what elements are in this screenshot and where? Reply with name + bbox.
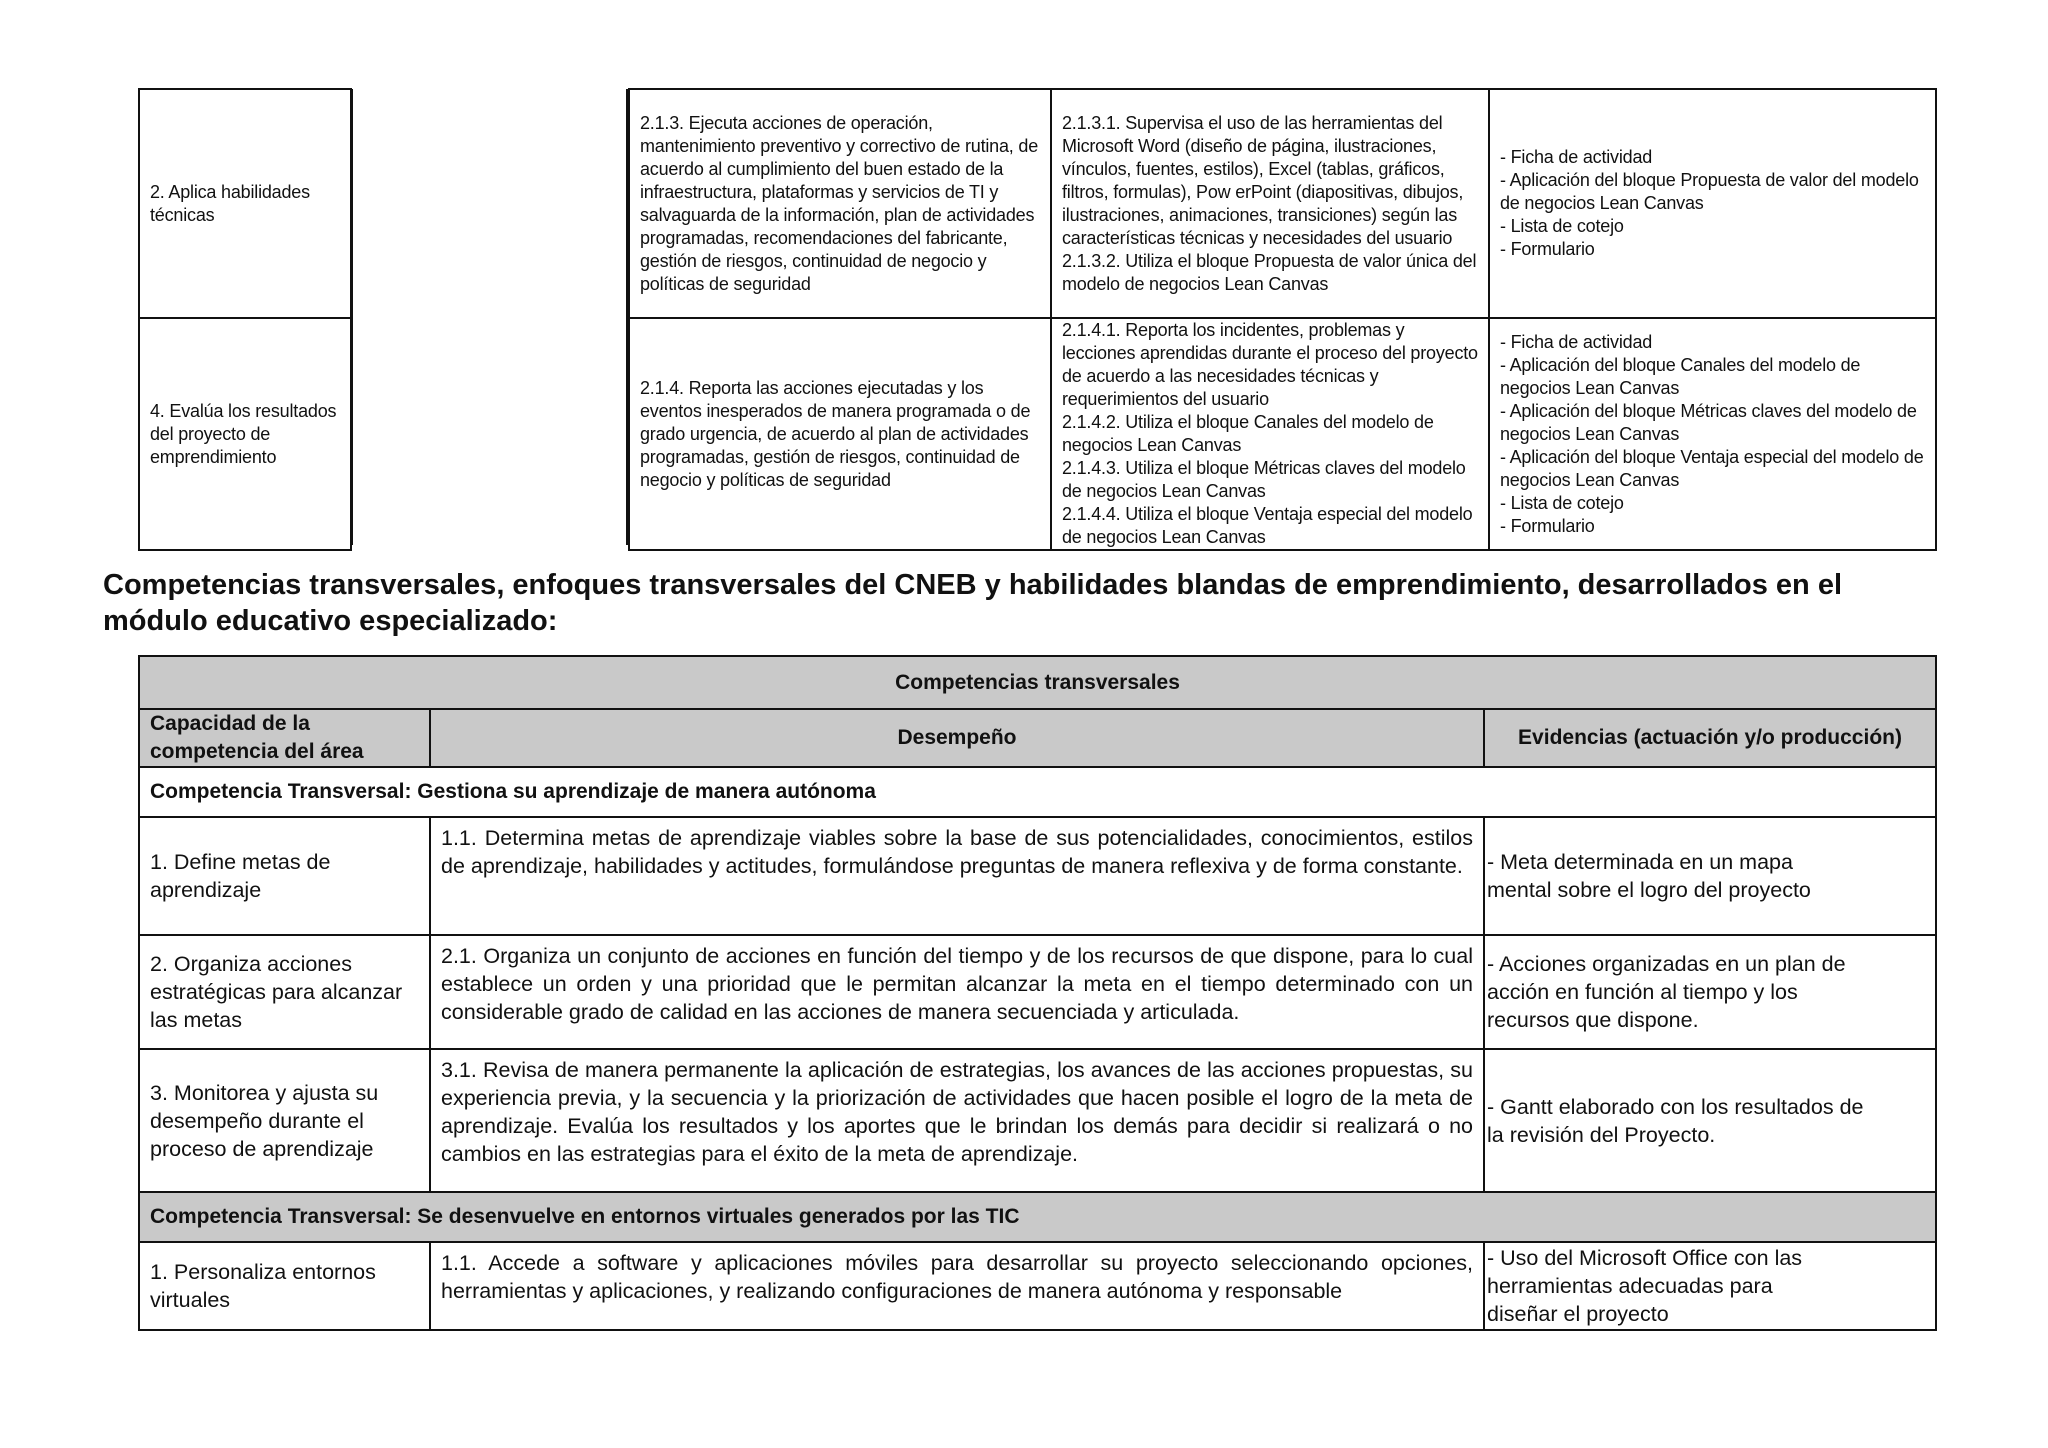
table-row	[139, 817, 1936, 935]
table-title-row	[139, 656, 1936, 709]
performance-cell: 2.1.3. Ejecuta acciones de operación, mantenimiento preventivo y correctivo de rutina, de acuerdo al cumplimiento del buen estado de la infraestructura, plataformas y servicios de TI y salvaguarda de la información, plan de actividades programadas, recomendaciones del fabricante, gestión de riesgos, continuidad de negocio y políticas de seguridad	[629, 89, 1051, 318]
performance-cell: 1.1. Determina metas de aprendizaje viables sobre la base de sus potencialidades, conocimientos, estilos de aprendizaje, habilidades y actitudes, formulándose preguntas de manera reflexiva y de forma constante.	[430, 817, 1484, 935]
capacity-cell: 2. Aplica habilidades técnicas	[139, 89, 351, 318]
competencies-table	[138, 655, 1937, 1331]
table-title: Competencias transversales	[139, 656, 1936, 709]
gap-mask	[351, 89, 628, 545]
capacity-cell: 4. Evalúa los resultados del proyecto de emprendimiento	[139, 318, 351, 550]
competency-title-row	[139, 767, 1936, 817]
performance-cell: 2.1. Organiza un conjunto de acciones en función del tiempo y de los recursos de que dispone, para lo cual establece un orden y una prioridad que le permitan alcanzar la meta en el tiempo determinado con un considerable grado de calidad en las acciones de manera secuenciada y articulada.	[430, 935, 1484, 1049]
performance-cell: 3.1. Revisa de manera permanente la aplicación de estrategias, los avances de las acciones propuestas, su experiencia previa, y la secuencia y la priorización de actividades que hacen posible el logro de la meta de aprendizaje. Evalúa los resultados y los aportes que le brindan los demás para decidir si realizará o no cambios en las estrategias para el éxito de la meta de aprendizaje.	[430, 1049, 1484, 1192]
column-header-performance: Desempeño	[430, 709, 1484, 767]
section-heading: Competencias transversales, enfoques transversales del CNEB y habilidades blandas de emprendimiento, desarrollados en el módulo educativo especializado:	[103, 569, 1843, 637]
table-row	[139, 1242, 1936, 1330]
performance-cell: 1.1. Accede a software y aplicaciones móviles para desarrollar su proyecto seleccionando opciones, herramientas y aplicaciones, y realizando configuraciones de manera autónoma y responsable	[430, 1242, 1484, 1330]
table-row	[139, 935, 1936, 1049]
column-header-evidence: Evidencias (actuación y/o producción)	[1484, 709, 1936, 767]
evidence-cell: - Ficha de actividad - Aplicación del bloque Propuesta de valor del modelo de negocios Lean Canvas - Lista de cotejo - Formulario	[1489, 89, 1936, 318]
capacity-cell: 1. Define metas de aprendizaje	[139, 817, 430, 935]
column-header-row	[139, 709, 1936, 767]
indicators-cell: 2.1.3.1. Supervisa el uso de las herramientas del Microsoft Word (diseño de página, ilustraciones, vínculos, fuentes, estilos), Excel (tablas, gráficos, filtros, formulas), Pow erPoint (diapositivas, dibujos, ilustraciones, animaciones, transiciones) según las características técnicas y necesidades del usuario 2.1.3.2. Utiliza el bloque Propuesta de valor única del modelo de negocios Lean Canvas	[1051, 89, 1489, 318]
capacity-cell: 3. Monitorea y ajusta su desempeño durante el proceso de aprendizaje	[139, 1049, 430, 1192]
evidence-cell: - Acciones organizadas en un plan de acción en función al tiempo y los recursos que dispone.	[1484, 935, 1936, 1049]
performance-cell: 2.1.4. Reporta las acciones ejecutadas y los eventos inesperados de manera programada o de grado urgencia, de acuerdo al plan de actividades programadas, gestión de riesgos, continuidad de negocio y políticas de seguridad	[629, 318, 1051, 550]
evidence-cell: - Meta determinada en un mapa mental sobre el logro del proyecto	[1484, 817, 1936, 935]
competency-title: Competencia Transversal: Se desenvuelve en entornos virtuales generados por las TIC	[139, 1192, 1936, 1242]
competency-title-row	[139, 1192, 1936, 1242]
capacity-cell: 1. Personaliza entornos virtuales	[139, 1242, 430, 1330]
evidence-cell: - Uso del Microsoft Office con las herramientas adecuadas para diseñar el proyecto	[1484, 1242, 1936, 1330]
evidence-cell: - Ficha de actividad - Aplicación del bloque Canales del modelo de negocios Lean Canvas - Aplicación del bloque Métricas claves del modelo de negocios Lean Canvas - Aplicación del bloque Ventaja especial del modelo de negocios Lean Canvas - Lista de cotejo - Formulario	[1489, 318, 1936, 550]
evidence-cell: - Gantt elaborado con los resultados de la revisión del Proyecto.	[1484, 1049, 1936, 1192]
indicators-cell: 2.1.4.1. Reporta los incidentes, problemas y lecciones aprendidas durante el proceso del proyecto de acuerdo a las necesidades técnicas y requerimientos del usuario 2.1.4.2. Utiliza el bloque Canales del modelo de negocios Lean Canvas 2.1.4.3. Utiliza el bloque Métricas claves del modelo de negocios Lean Canvas 2.1.4.4. Utiliza el bloque Ventaja especial del modelo de negocios Lean Canvas	[1051, 318, 1489, 550]
competency-title: Competencia Transversal: Gestiona su aprendizaje de manera autónoma	[139, 767, 1936, 817]
capacity-cell: 2. Organiza acciones estratégicas para alcanzar las metas	[139, 935, 430, 1049]
table-row	[139, 1049, 1936, 1192]
column-header-capacity: Capacidad de la competencia del área	[139, 709, 430, 767]
